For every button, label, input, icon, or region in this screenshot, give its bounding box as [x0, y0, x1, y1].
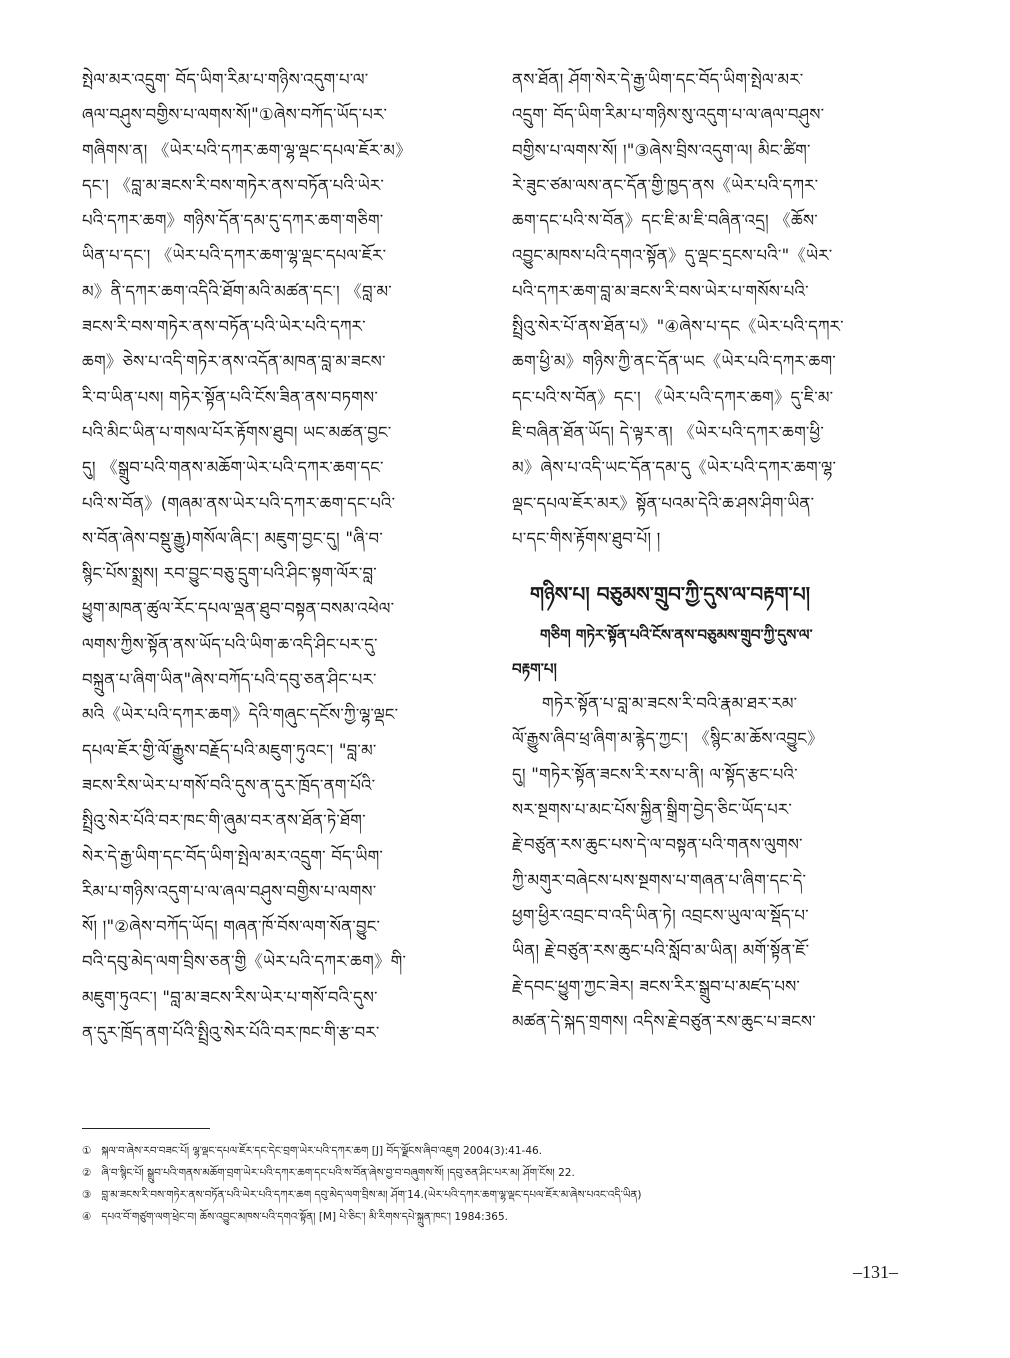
- subsection-heading: གཅིག གཏེར་སྟོན་པའི་ངོས་ནས་བཅུམས་གྲུབ་ཀྱི་དུས་ལ་: [540, 626, 813, 645]
- right-column: [512, 62, 926, 1039]
- footnote: [82, 1184, 928, 1206]
- footnote-text: སྐལ་བ་ཞེས་རབ་བཟང་པོ། ལྷ་ལྡང་དཔལ་ཇོར་དང་དེང་བྲག་ཡེར་པའི་དཀར་ཆག [J] བོད་ལྗོངས་ཞིབ་འཇུག 2004(3):41-46.: [101, 1145, 543, 1157]
- body-line: དང་པའི་ས་བོན》དང་། 《ཡེར་པའི་དཀར་ཆག》དུ་ཇི་མ་: [512, 387, 834, 407]
- body-line: སྤྲིའུ་སེར་པོ་ནས་ཐོན་པ》"④ཞེས་པ་དང《ཡེར་པའི་དཀར་: [512, 317, 844, 337]
- page-number: –131–: [853, 1262, 898, 1282]
- body-line: དུ། 《སྒྲུབ་པའི་གནས་མཆོག་ཡེར་པའི་དཀར་ཆག་དང་: [82, 458, 384, 478]
- body-line: ཡིན། རྗེ་བཙུན་རས་ཆུང་པའི་སློབ་མ་ཡིན། མགོ་སྟོན་ཇོ་: [512, 941, 810, 961]
- body-line: ཕྱག་ཕྱིར་འབྲང་བ་འདི་ཡིན་ཏེ། འབྲངས་ཡུལ་ལ་སྡོད་པ་: [512, 905, 809, 925]
- body-line: མཇུག་ཏུའང་། "བླ་མ་ཟངས་རིས་ཡེར་པ་གསོ་བའི་དུས་: [82, 987, 378, 1007]
- footnote-marker: ①: [82, 1145, 92, 1157]
- body-line: སེར་དེ་རྒྱ་ཡིག་དང་བོད་ཡིག་སྤེལ་མར་འདྲུག་ བོད་ཡིག་: [82, 846, 384, 866]
- body-line: ཀྱི་མགུར་བཞེངས་པས་སྔགས་པ་གཞན་པ་ཞིག་དང་དེ་: [512, 870, 807, 890]
- body-line: དུ། "གཏེར་སྟོན་ཟངས་རི་རས་པ་ནི། ལ་སྟོད་རྩང་པའི་: [512, 764, 798, 784]
- body-line: རྗེ་དབང་ཕྱུག་ཀྱང་ཟེར། ཟངས་རིར་སྒྲུབ་པ་མཛད་པས་: [512, 976, 801, 996]
- body-line: རེ་ཟུང་ཙམ་ལས་ནང་དོན་གྱི་ཁྱད་ནས《ཡེར་པའི་དཀར་: [512, 175, 819, 195]
- body-line: སོ། །"②ཞེས་བཀོད་ཡོད། གཞན་ཁོ་བོས་ལག་སོན་བྱུང་: [82, 917, 381, 937]
- body-line: པའི་དཀར་ཆག་བླ་མ་ཟངས་རི་བས་ཡེར་པ་གསོས་པའི་: [512, 281, 809, 301]
- body-line: མ》ཞེས་པ་འདི་ཡང་དོན་དམ་དུ《ཡེར་པའི་དཀར་ཆག་ལྷ་: [512, 458, 837, 478]
- body-line: རིམ་པ་གཉིས་འདུག་པ་ལ་ཞལ་བཤུས་བགྱིས་པ་ལགས་: [82, 881, 377, 901]
- body-line: བགྱིས་པ་ལགས་སོ། །"③ཞེས་བྲིས་འདུག་ལ། མིང་ཚིག་: [512, 140, 811, 160]
- footnote: [82, 1140, 928, 1162]
- footnote-text: དཔའ་བོ་གཙུག་ལག་ཕྲེང་བ། ཆོས་འབྱུང་མཁས་པའི་དགའ་སྟོན། [M] པེ་ཅིང་། མི་རིགས་དཔེ་སྐྲུན་ཁང་། 1984:365.: [101, 1211, 508, 1223]
- body-line: ཕྱུག་མཁན་ཚུལ་རོང་དཔལ་ལྡན་ཐུབ་བསྟན་བསམ་འཕེལ་: [82, 599, 395, 619]
- body-line: རྗེ་བཙུན་རས་ཆུང་པས་དེ་ལ་བསྟན་པའི་གནས་ལུགས་: [512, 835, 803, 855]
- body-line: ལྡང་དཔལ་ཇོར་མར》སྟོན་པའམ་དེའི་ཆ་ཤས་ཤིག་ཡིན་: [512, 493, 815, 513]
- body-line: སྤྲིའུ་སེར་པོའི་བར་ཁང་གི་ཞུམ་བར་ནས་ཐོན་ཏེ་ཐོག་: [82, 811, 366, 831]
- body-line: ན་དུར་ཁྲོད་ནག་པོའི་སྤྲིའུ་སེར་པོའི་བར་ཁང་གི་རྩ་བར་: [82, 1023, 380, 1043]
- body-line: སྤེལ་མར་འདྲུག་ བོད་ཡིག་རིམ་པ་གཉིས་འདུག་པ་ལ་: [82, 70, 369, 89]
- body-line: པའི་ས་བོན》(གཞམ་ནས་ཡེར་པའི་དཀར་ཆག་དང་པའི་: [82, 493, 396, 513]
- subsection-heading-continued: བརྟག་པ།: [512, 660, 557, 679]
- section-heading: གཉིས་པ། བཅུམས་གྲུབ་ཀྱི་དུས་ལ་བརྟག་པ།: [530, 582, 811, 607]
- footnote: [82, 1162, 928, 1184]
- body-line: པ་དང་གིས་རྟོགས་ཐུབ་པོ། །: [512, 528, 661, 548]
- footnote-marker: ④: [82, 1211, 92, 1223]
- body-line: རི་བ་ཡིན་པས། གཏེར་སྟོན་པའི་ངོས་ཟིན་ནས་བཏགས་: [82, 387, 379, 407]
- body-line: ནས་ཐོན། ཤོག་སེར་དེ་རྒྱ་ཡིག་དང་བོད་ཡིག་སྤེལ་མར་: [512, 70, 804, 89]
- body-line: ལགས་ཀྱིས་སྟོན་ནས་ཡོད་པའི་ཡིག་ཆ་འདི་ཤིང་པར་དུ་: [82, 634, 378, 654]
- body-line: བསྐྲུན་པ་ཞིག་ཡིན"ཞེས་བཀོད་པའི་དབུ་ཅན་ཤིང་པར་: [82, 670, 377, 690]
- body-line: པའི་མིང་ཡིན་པ་གསལ་པོར་རྟོགས་ཐུབ། ཡང་མཚན་བྱང་: [82, 422, 392, 442]
- body-line: ཡིན་པ་དང་། 《ཡེར་པའི་དཀར་ཆག་ལྷ་ལྡང་དཔལ་ཇོར་: [82, 246, 387, 266]
- body-line: ཆག་ཕྱི་མ》གཉིས་ཀྱི་ནང་དོན་ཡང《ཡེར་པའི་དཀར་ཆག་: [512, 352, 836, 372]
- body-line: མའི《ཡེར་པའི་དཀར་ཆག》དེའི་གཞུང་དངོས་ཀྱི་ལྷ་ལྡང་: [82, 705, 399, 725]
- footnote-marker: ②: [82, 1167, 92, 1179]
- body-line: པའི་དཀར་ཆག》གཉིས་དོན་དམ་དུ་དཀར་ཆག་གཅིག་: [82, 211, 384, 231]
- body-line: ཇི་བཞིན་ཐོན་ཡོད། དེ་ལྟར་ན། 《ཡེར་པའི་དཀར་ཆག་ཕྱི་: [512, 422, 824, 442]
- body-line: སྙིང་པོས་སྨྲས། རབ་བྱུང་བཅུ་དྲུག་པའི་ཤིང་སྟག་ལོར་བླ་: [82, 564, 377, 584]
- footnotes: [82, 1140, 928, 1228]
- left-column: [82, 62, 486, 1050]
- body-line: ཆག་དང་པའི་ས་བོན》དང་ཇི་མ་ཇི་བཞིན་འདྲ། 《ཆོས་: [512, 211, 818, 231]
- footnote-marker: ③: [82, 1189, 92, 1201]
- footnote-text: བླ་མ་ཟངས་རི་བས་གཏེར་ནས་བཏོན་པའི་ཡེར་པའི་དཀར་ཆག དབུ་མེད་ལག་བྲིས་མ། ཤོག་14.(ཡེར་པའི་དཀར་ཆག་ལྷ་ལྡང་དཔལ་ཇོར་མ་ཞེས་པའང་འདི་ཡིན): [101, 1189, 642, 1201]
- body-line: ཆག》ཅེས་པ་འདི་གཏེར་ནས་འདོན་མཁན་བླ་མ་ཟངས་: [82, 352, 386, 372]
- body-line: གཏེར་སྟོན་པ་བླ་མ་ཟངས་རི་བའི་རྣམ་ཐར་རམ་: [542, 694, 798, 714]
- footnote-text: ཞི་བ་སྙིང་པོ། སྒྲུབ་པའི་གནས་མཆོག་བྲག་ཡེར་པའི་དཀར་ཆག་དང་པའི་ས་བོན་ཞེས་བྱ་བ་བཞུགས་སོ། །དབུ་ཅན་ཤིང་པར་མ། ཤོག་ངོས། 22.: [101, 1167, 575, 1179]
- body-line: ཟངས་རིས་ཡེར་པ་གསོ་བའི་དུས་ན་དུར་ཁྲོད་ནག་པོའི་: [82, 775, 376, 795]
- body-line: གཞིགས་ན། 《ཡེར་པའི་དཀར་ཆག་ལྷ་ལྡང་དཔལ་ཇོར་མ》: [82, 140, 412, 160]
- body-line: དཔལ་ཇོར་གྱི་ལོ་རྒྱུས་བརྗོད་པའི་མཇུག་ཏུའང་། "བླ་མ་: [82, 740, 377, 760]
- body-line: མཚན་དེ་སྐད་གྲགས། འདིས་རྗེ་བཙུན་རས་ཆུང་པ་ཟངས་: [512, 1011, 816, 1031]
- body-line: ས་བོན་ཞེས་བསྡུ་རྒྱུ)གསོལ་ཞིང་། མཇུག་བྱང་དུ། "ཞི་བ་: [82, 528, 383, 548]
- body-line: དང་། 《བླ་མ་ཟངས་རི་བས་གཏེར་ནས་བཏོན་པའི་ཡེར་: [82, 175, 385, 195]
- body-line: ལོ་རྒྱུས་ཞིབ་ཕྲ་ཞིག་མ་རྙེད་ཀྱང་། 《སྙིང་མ་ཆོས་འབྱུང》: [512, 729, 824, 749]
- body-line: སར་སྔགས་པ་མང་པོས་སྐྱིན་སྒྲིག་བྱེད་ཅིང་ཡོད་པར་: [512, 800, 793, 820]
- body-line: ཟངས་རི་བས་གཏེར་ནས་བཏོན་པའི་ཡེར་པའི་དཀར་: [82, 317, 366, 337]
- body-line: མ》ནི་དཀར་ཆག་འདིའི་ཐོག་མའི་མཚན་དང་། 《བླ་མ་: [82, 281, 392, 301]
- footnote: [82, 1206, 928, 1228]
- body-line: འདྲུག་ བོད་ཡིག་རིམ་པ་གཉིས་སུ་འདུག་པ་ལ་ཞལ་བཤུས་: [512, 105, 825, 125]
- body-line: བའི་དབུ་མེད་ལག་བྲིས་ཅན་གྱི《ཡེར་པའི་དཀར་ཆག》གི་: [82, 952, 407, 972]
- body-line: ཞལ་བཤུས་བགྱིས་པ་ལགས་སོ།"①ཞེས་བཀོད་ཡོད་པར་: [82, 105, 388, 125]
- body-line: འབྱུང་མཁས་པའི་དགའ་སྟོན》དུ་ལྡང་དྲངས་པའི་"《ཡེར་: [512, 246, 833, 266]
- footnote-divider: [82, 1128, 210, 1129]
